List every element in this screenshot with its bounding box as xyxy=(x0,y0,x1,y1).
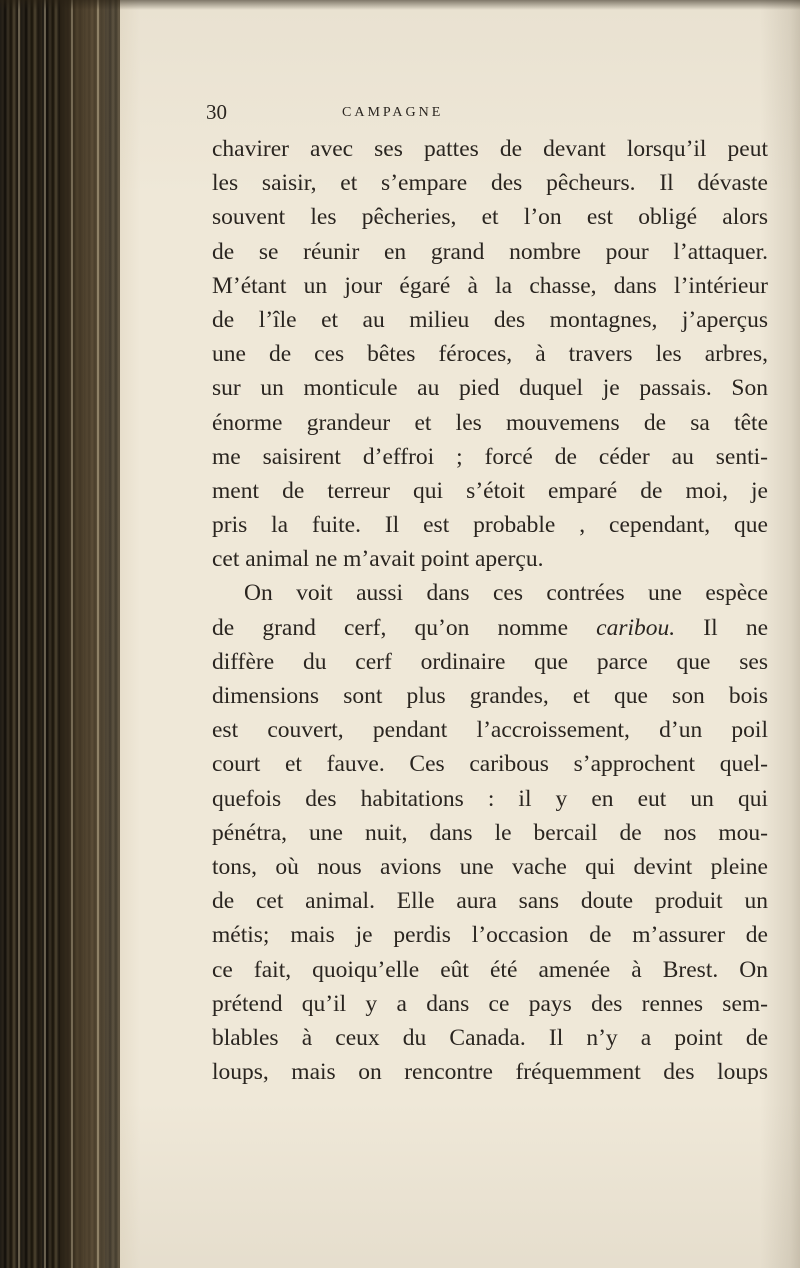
text-line: énorme grandeur et les mouvemens de sa tête xyxy=(212,409,768,436)
text-line: loups, mais on rencontre fréquemment des loups xyxy=(212,1059,768,1086)
text-line: est couvert, pendant l’accroissement, d’un poil xyxy=(212,717,768,744)
text-line: diffère du cerf ordinaire que parce que ses xyxy=(212,648,768,675)
gutter-streak xyxy=(44,0,46,1268)
page-top-edge xyxy=(0,0,800,10)
text-line: sur un monticule au pied duquel je passais. Son xyxy=(212,375,768,402)
gutter-streak xyxy=(71,0,73,1268)
body-text xyxy=(212,132,768,1089)
text-line: de grand cerf, qu’on nomme caribou. Il ne xyxy=(212,614,768,641)
text-line: dimensions sont plus grandes, et que son bois xyxy=(212,683,768,709)
text-line: pris la fuite. Il est probable , cependant, que xyxy=(212,512,768,539)
text-line: chavirer avec ses pattes de devant lorsqu’il peut xyxy=(212,136,768,162)
text-line: métis; mais je perdis l’occasion de m’assurer de xyxy=(212,922,768,949)
text-line: me saisirent d’effroi ; forcé de céder au senti- xyxy=(212,443,768,470)
text-line: de l’île et au milieu des montagnes, j’aperçus xyxy=(212,306,768,333)
text-line: les saisir, et s’empare des pêcheurs. Il dévaste xyxy=(212,170,768,197)
text-line: quefois des habitations : il y en eut un qui xyxy=(212,785,768,812)
running-head-title: CAMPAGNE xyxy=(342,105,444,120)
text-line: blables à ceux du Canada. Il n’y a point de xyxy=(212,1024,768,1051)
gutter-streak xyxy=(18,0,20,1268)
text-line: M’étant un jour égaré à la chasse, dans l’intérieur xyxy=(212,272,768,299)
text-line: cet animal ne m’avait point aperçu. xyxy=(212,546,544,573)
text-line: de cet animal. Elle aura sans doute produit un xyxy=(212,888,768,915)
text-line: ment de terreur qui s’étoit emparé de moi, je xyxy=(212,477,768,504)
text-line: une de ces bêtes féroces, à travers les arbres, xyxy=(212,341,768,368)
text-line: prétend qu’il y a dans ce pays des rennes sem- xyxy=(212,990,768,1017)
text-line: On voit aussi dans ces contrées une espèce xyxy=(244,580,768,607)
text-line: court et fauve. Ces caribous s’approchent quel- xyxy=(212,751,768,778)
running-head xyxy=(206,100,768,132)
text-line: ce fait, quoiqu’elle eût été amenée à Brest. On xyxy=(212,956,768,983)
text-line: de se réunir en grand nombre pour l’attaquer. xyxy=(212,238,768,265)
text-line: tons, où nous avions une vache qui devint pleine xyxy=(212,853,768,880)
italic-term: caribou. xyxy=(596,614,676,641)
page-number: 30 xyxy=(206,100,227,124)
text-line: souvent les pêcheries, et l’on est obligé alors xyxy=(212,204,768,231)
text-line: pénétra, une nuit, dans le bercail de nos mou- xyxy=(212,819,768,846)
text-block xyxy=(206,100,768,1089)
gutter-streak xyxy=(97,0,99,1268)
